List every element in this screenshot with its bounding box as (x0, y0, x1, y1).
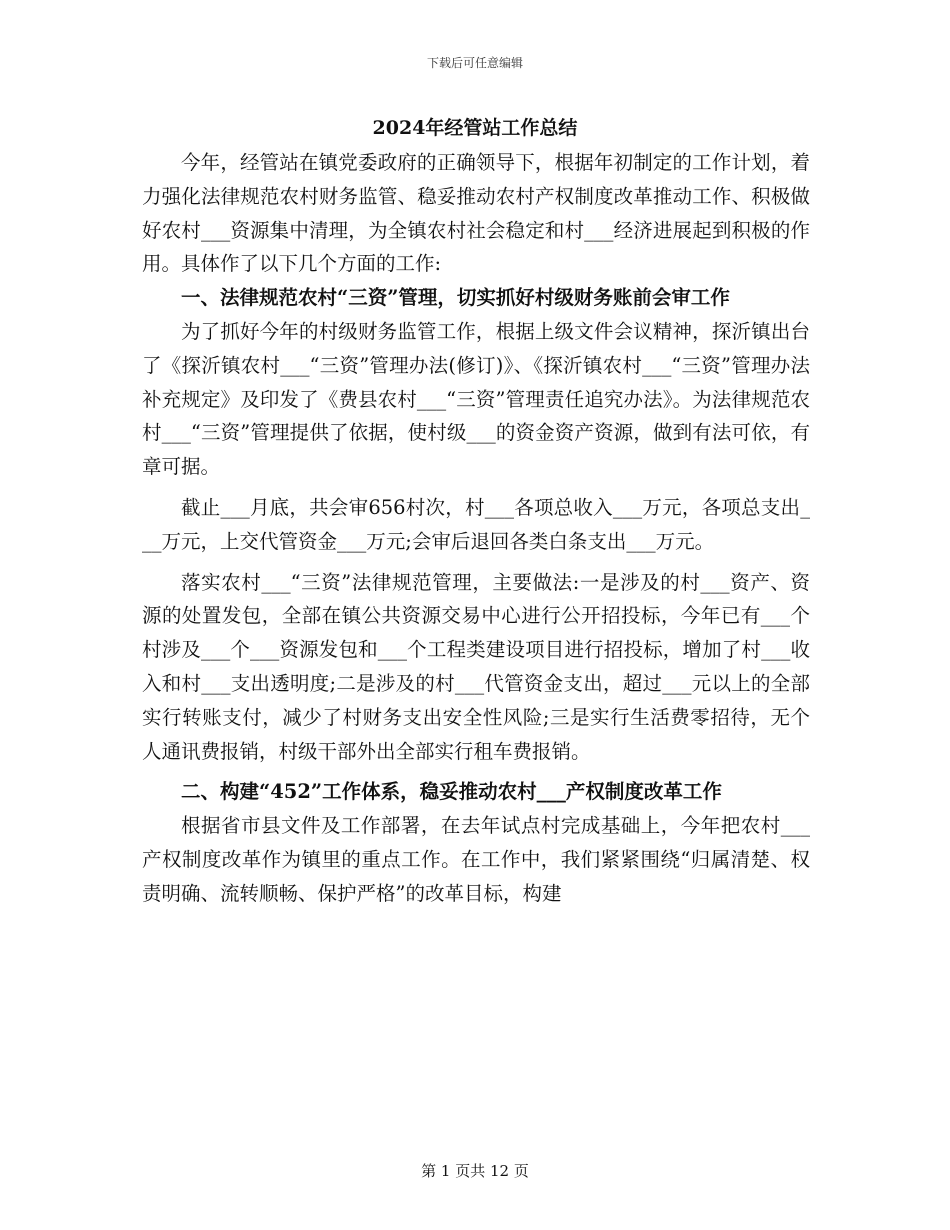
paragraph-regulations: 为了抓好今年的村级财务监管工作，根据上级文件会议精神，探沂镇出台了《探沂镇农村___“三资”管理办法(修订)》、《探沂镇农村___“三资”管理办法补充规定》及印发了《费县农村___“三资”管理责任追究办法》。为法律规范农村___“三资”管理提供了依据，使村级___的资金资产资源，做到有法可依，有章可据。 (142, 319, 810, 479)
section-heading-1: 一、法律规范农村“三资”管理，切实抓好村级财务账前会审工作 (181, 286, 730, 310)
paragraph-reform: 根据省市县文件及工作部署，在去年试点村完成基础上，今年把农村___产权制度改革作为镇里的重点工作。在工作中，我们紧紧围绕“归属清楚、权责明确、流转顺畅、保护严格”的改革目标，构建 (142, 814, 810, 905)
document-body (142, 146, 810, 911)
section-heading-2: 二、构建“452”工作体系，稳妥推动农村___产权制度改革工作 (181, 780, 722, 804)
header-note: 下载后可任意编辑 (426, 56, 523, 70)
page-number: 第 1 页共 12 页 (421, 1162, 529, 1180)
paragraph-intro: 今年，经管站在镇党委政府的正确领导下，根据年初制定的工作计划，着力强化法律规范农村财务监管、稳妥推动农村产权制度改革推动工作、积极做好农村___资源集中清理，为全镇农村社会稳定和村___经济进展起到积极的作用。具体作了以下几个方面的工作: (142, 151, 810, 276)
paragraph-practices: 落实农村___“三资”法律规范管理，主要做法:一是涉及的村___资产、资源的处置发包，全部在镇公共资源交易中心进行公开招投标，今年已有___个村涉及___个___资源发包和___个工程类建设项目进行招投标，增加了村___收入和村___支出透明度;二是涉及的村___代管资金支出，超过___元以上的全部实行转账支付，减少了村财务支出安全性风险;三是实行生活费零招待，无个人通讯费报销，村级干部外出全部实行租车费报销。 (142, 570, 810, 763)
document-title: 2024年经管站工作总结 (372, 117, 578, 139)
paragraph-audit-stats: 截止___月底，共会审656村次，村___各项总收入___万元，各项总支出___万元，上交代管资金___万元;会审后退回各类白条支出___万元。 (142, 495, 810, 553)
